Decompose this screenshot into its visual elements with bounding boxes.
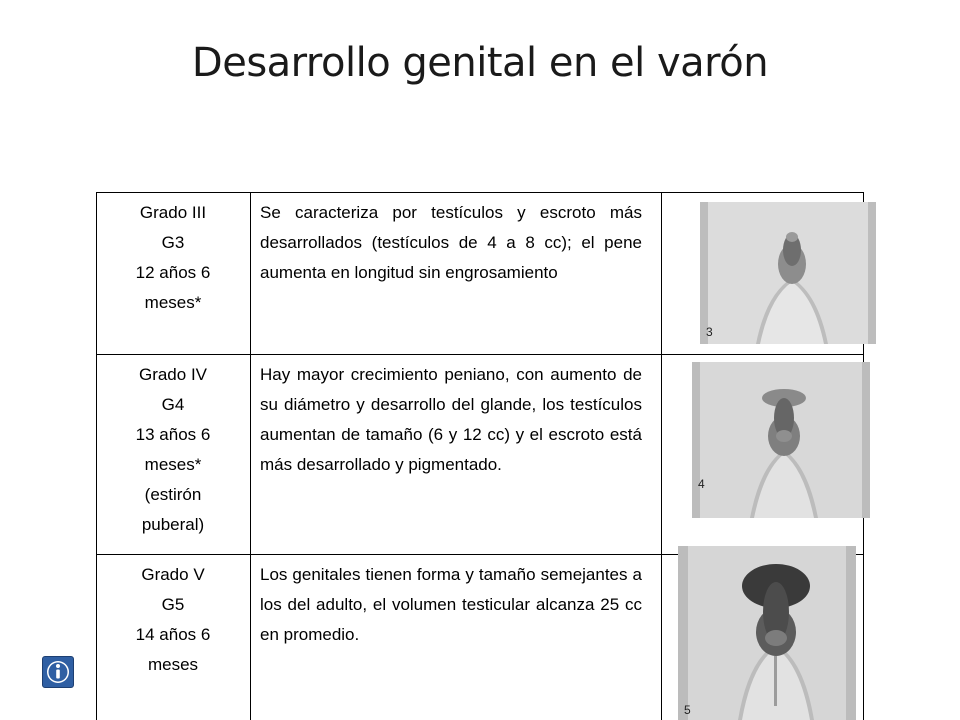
grade-cell <box>96 198 250 318</box>
photo-label: 3 <box>706 325 713 339</box>
info-icon[interactable] <box>42 656 74 688</box>
grade-line: 12 años 6 <box>135 263 211 282</box>
grade-cell <box>96 360 250 540</box>
grade-line: Grado IV <box>138 365 208 384</box>
description-cell: Hay mayor crecimiento peniano, con aumento de su diámetro y desarrollo del glande, los testículos aumentan de tamaño (6 y 12 cc) y el escroto está más desarrollado y pigmentado. <box>260 365 642 474</box>
stage-photo <box>678 546 856 720</box>
grade-line: Grado V <box>141 565 205 584</box>
grade-line: meses <box>147 655 199 674</box>
grade-line: puberal) <box>141 515 205 534</box>
grade-line: meses* <box>144 455 202 474</box>
photo-label: 5 <box>684 703 691 717</box>
table-row <box>96 354 864 554</box>
grade-line: 13 años 6 <box>135 425 211 444</box>
photo-label: 4 <box>698 477 705 491</box>
grade-line: (estirón <box>144 485 202 504</box>
stage-photo <box>700 202 876 344</box>
page-title: Desarrollo genital en el varón <box>191 40 769 86</box>
grade-line: G3 <box>161 233 185 252</box>
grade-cell <box>96 560 250 680</box>
grade-line: G5 <box>161 595 185 614</box>
description-cell: Se caracteriza por testículos y escroto más desarrollados (testículos de 4 a 8 cc); el pene aumenta en longitud sin engrosamiento <box>260 203 642 282</box>
stage-photo <box>692 362 870 518</box>
tanner-table <box>96 192 864 720</box>
grade-line: meses* <box>144 293 202 312</box>
grade-line: G4 <box>161 395 185 414</box>
grade-line: Grado III <box>139 203 207 222</box>
description-cell: Los genitales tienen forma y tamaño semejantes a los del adulto, el volumen testicular alcanza 25 cc en promedio. <box>260 565 642 644</box>
table-row <box>96 192 864 354</box>
table-row <box>96 554 864 720</box>
grade-line: 14 años 6 <box>135 625 211 644</box>
